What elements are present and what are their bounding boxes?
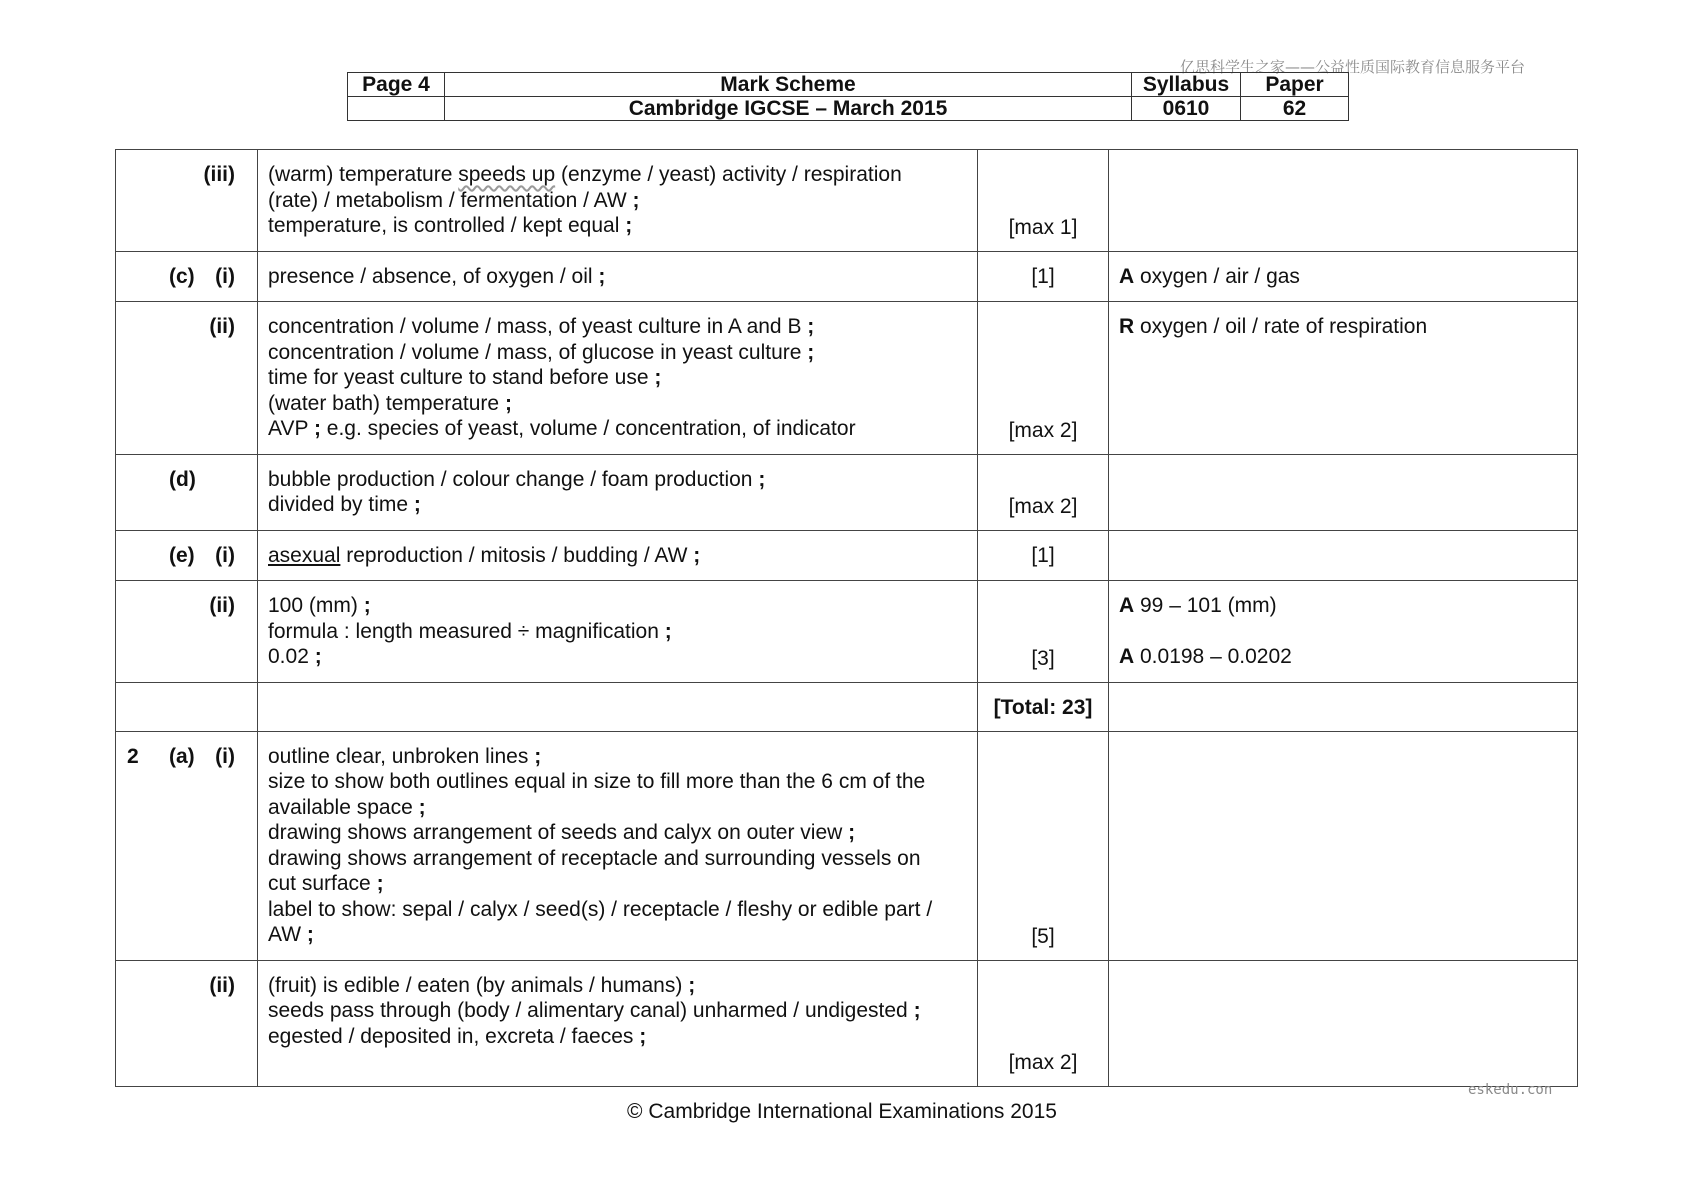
answer-line: time for yeast culture to stand before use ; bbox=[268, 366, 662, 389]
guidance-cell bbox=[1109, 150, 1578, 252]
question-cell bbox=[116, 454, 258, 530]
question-cell bbox=[116, 682, 258, 731]
guidance-cell bbox=[1109, 682, 1578, 731]
answer-line: divided by time ; bbox=[268, 493, 421, 516]
question-cell bbox=[116, 960, 258, 1086]
spelling-flag: speeds up bbox=[458, 163, 556, 186]
answer-line: (warm) temperature speeds up (enzyme / yeast) activity / respiration bbox=[268, 163, 902, 186]
paper-code: 62 bbox=[1241, 97, 1349, 121]
document-title: Mark Scheme bbox=[445, 73, 1132, 97]
answer-cell bbox=[258, 251, 978, 302]
answer-line: AVP ; e.g. species of yeast, volume / concentration, of indicator bbox=[268, 417, 856, 440]
question-subpart: (i) bbox=[215, 543, 235, 567]
marks-cell: [5] bbox=[978, 731, 1109, 960]
marks-cell: [max 2] bbox=[978, 454, 1109, 530]
answer-line: egested / deposited in, excreta / faeces ; bbox=[268, 1024, 647, 1048]
table-row bbox=[116, 251, 1578, 302]
answer-line: concentration / volume / mass, of glucose in yeast culture ; bbox=[268, 340, 815, 364]
total-marks: [Total: 23] bbox=[978, 682, 1109, 731]
guidance-cell bbox=[1109, 731, 1578, 960]
question-subpart: (ii) bbox=[209, 594, 235, 617]
table-row bbox=[116, 530, 1578, 581]
guidance-cell: A oxygen / air / gas bbox=[1109, 251, 1578, 302]
marks-cell: [max 2] bbox=[978, 302, 1109, 455]
question-part: (c) bbox=[169, 264, 195, 288]
copyright-footer: © Cambridge International Examinations 2015 bbox=[627, 1100, 1057, 1123]
answer-cell bbox=[258, 682, 978, 731]
question-cell bbox=[116, 251, 258, 302]
question-subpart: (ii) bbox=[209, 973, 235, 997]
answer-line: concentration / volume / mass, of yeast culture in A and B ; bbox=[268, 315, 815, 338]
answer-line: drawing shows arrangement of seeds and calyx on outer view ; bbox=[268, 821, 856, 844]
table-row bbox=[116, 731, 1578, 960]
answer-line: formula : length measured ÷ magnification ; bbox=[268, 619, 672, 643]
question-subpart: (iii) bbox=[203, 163, 235, 186]
answer-line: 100 (mm) ; bbox=[268, 594, 371, 617]
answer-line: 0.02 ; bbox=[268, 645, 322, 668]
table-row bbox=[116, 150, 1578, 252]
table-row bbox=[116, 581, 1578, 683]
table-row bbox=[116, 302, 1578, 455]
guidance-line: A 99 – 101 (mm) bbox=[1119, 594, 1277, 617]
answer-cell bbox=[258, 731, 978, 960]
question-number: 2 bbox=[127, 744, 139, 768]
answer-cell bbox=[258, 581, 978, 683]
question-cell bbox=[116, 581, 258, 683]
table-row bbox=[116, 682, 1578, 731]
answer-cell bbox=[258, 150, 978, 252]
marks-cell: [3] bbox=[978, 581, 1109, 683]
guidance-line: A 0.0198 – 0.0202 bbox=[1119, 645, 1292, 668]
header-table bbox=[347, 72, 1349, 121]
table-row bbox=[116, 454, 1578, 530]
question-cell bbox=[116, 530, 258, 581]
document-subtitle: Cambridge IGCSE – March 2015 bbox=[445, 97, 1132, 121]
watermark-top: 亿思科学生之家——公益性质国际教育信息服务平台 bbox=[1180, 58, 1526, 76]
answer-line: AW ; bbox=[268, 923, 314, 946]
marks-cell: [1] bbox=[978, 251, 1109, 302]
guidance-cell bbox=[1109, 581, 1578, 683]
answer-line: cut surface ; bbox=[268, 872, 384, 895]
guidance-cell bbox=[1109, 530, 1578, 581]
answer-line: presence / absence, of oxygen / oil ; bbox=[268, 264, 606, 288]
answer-cell bbox=[258, 960, 978, 1086]
answer-cell bbox=[258, 302, 978, 455]
answer-line: size to show both outlines equal in size to fill more than the 6 cm of the bbox=[268, 770, 926, 793]
guidance-cell bbox=[1109, 454, 1578, 530]
question-part: (d) bbox=[169, 467, 196, 491]
marks-cell: [max 1] bbox=[978, 150, 1109, 252]
guidance-cell: R oxygen / oil / rate of respiration bbox=[1109, 302, 1578, 455]
marks-cell: [max 2] bbox=[978, 960, 1109, 1086]
paper-label: Paper bbox=[1241, 73, 1349, 97]
header-empty-cell bbox=[348, 97, 445, 121]
page-number: Page 4 bbox=[348, 73, 445, 97]
question-part: (e) bbox=[169, 543, 195, 567]
marks-cell: [1] bbox=[978, 530, 1109, 581]
table-row bbox=[116, 960, 1578, 1086]
answer-line: drawing shows arrangement of receptacle and surrounding vessels on bbox=[268, 846, 921, 870]
answer-line: (rate) / metabolism / fermentation / AW ; bbox=[268, 188, 640, 212]
answer-line: (fruit) is edible / eaten (by animals / humans) ; bbox=[268, 973, 696, 997]
question-subpart: (ii) bbox=[209, 315, 235, 338]
question-subpart: (i) bbox=[215, 264, 235, 288]
question-subpart: (i) bbox=[215, 744, 235, 768]
question-cell bbox=[116, 150, 258, 252]
question-part: (a) bbox=[169, 744, 195, 768]
answer-cell bbox=[258, 530, 978, 581]
answer-line: bubble production / colour change / foam production ; bbox=[268, 467, 766, 491]
answer-line: temperature, is controlled / kept equal ; bbox=[268, 214, 633, 237]
question-cell bbox=[116, 731, 258, 960]
mark-scheme-table bbox=[115, 149, 1578, 1087]
answer-line: asexual reproduction / mitosis / budding / AW ; bbox=[268, 543, 701, 567]
answer-cell bbox=[258, 454, 978, 530]
answer-line: (water bath) temperature ; bbox=[268, 391, 512, 415]
answer-line: label to show: sepal / calyx / seed(s) / receptacle / fleshy or edible part / bbox=[268, 897, 933, 921]
syllabus-code: 0610 bbox=[1132, 97, 1241, 121]
answer-line: outline clear, unbroken lines ; bbox=[268, 744, 542, 768]
syllabus-label: Syllabus bbox=[1132, 73, 1241, 97]
guidance-cell bbox=[1109, 960, 1578, 1086]
question-cell bbox=[116, 302, 258, 455]
watermark-bottom: eskedu.con bbox=[1468, 1082, 1553, 1098]
answer-line: available space ; bbox=[268, 795, 426, 819]
answer-line: seeds pass through (body / alimentary canal) unharmed / undigested ; bbox=[268, 999, 921, 1022]
